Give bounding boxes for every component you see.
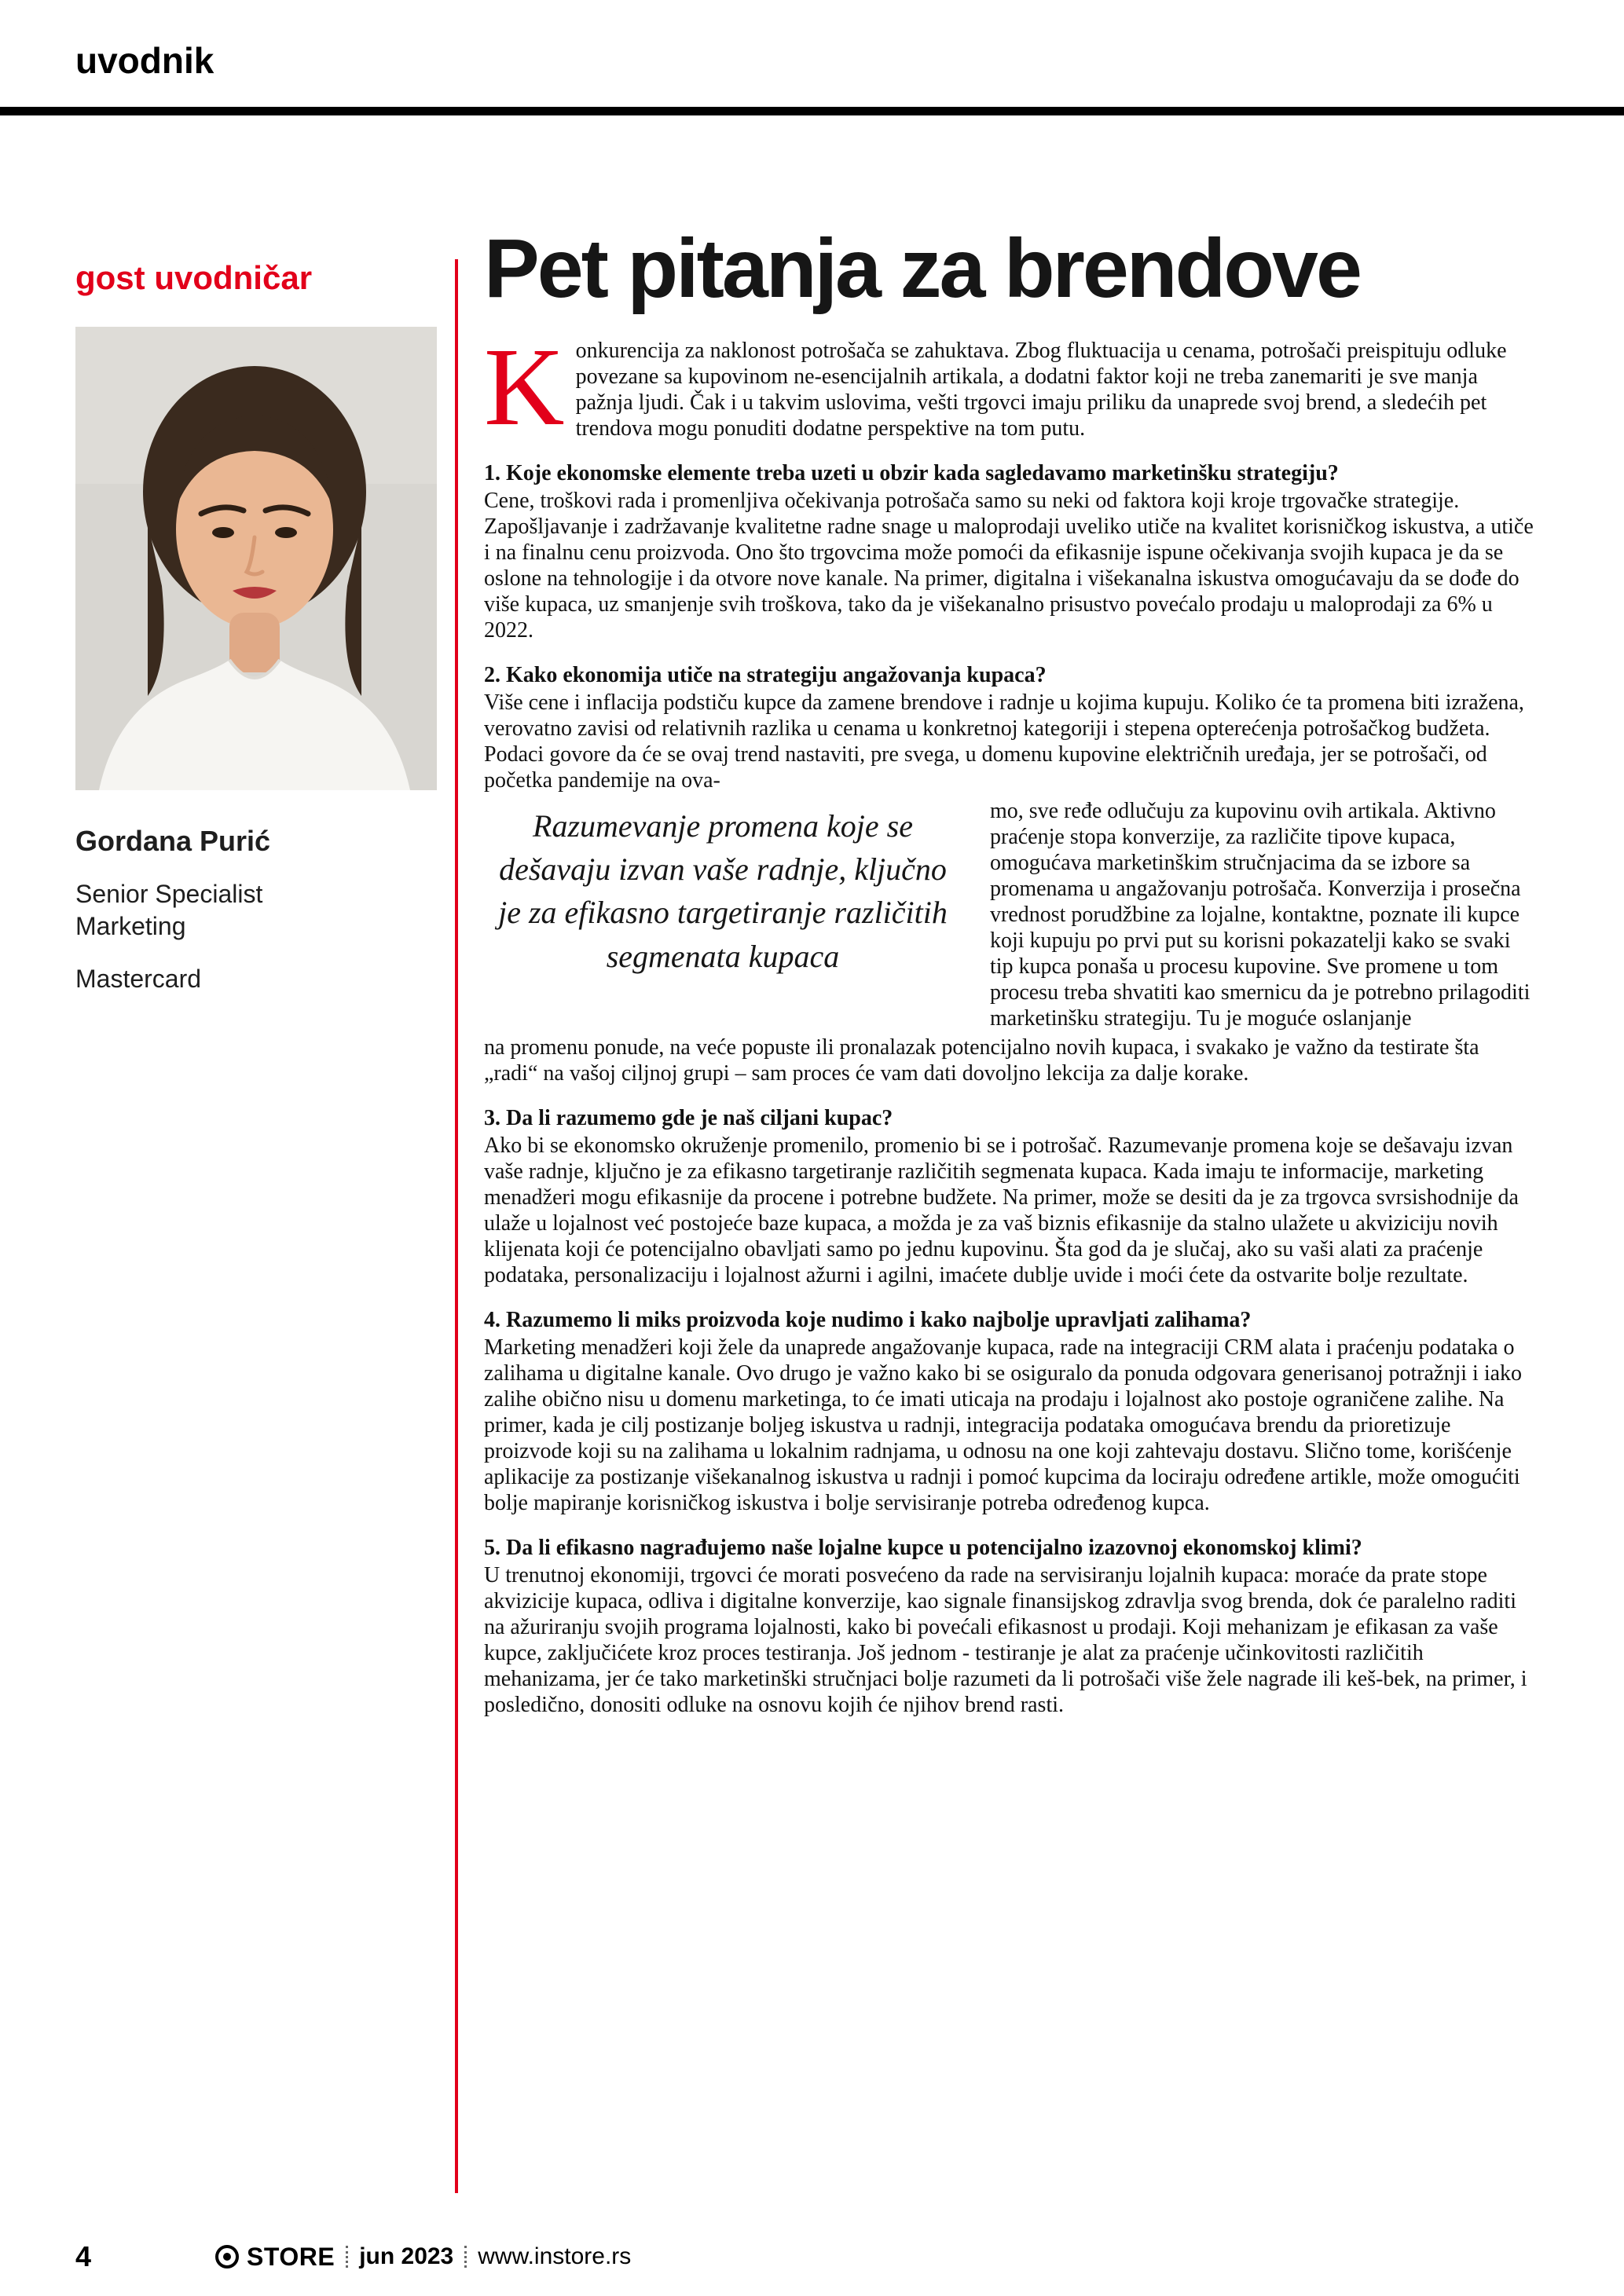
author-photo xyxy=(75,327,437,790)
article-section-1 xyxy=(484,460,1537,643)
article-section-2 xyxy=(484,662,1537,1086)
section-2-body-after: na promenu ponude, na veće popuste ili pronalazak potencijalno novih kupaca, i svakako je važno da testirate šta „radi“ na vašoj ciljnoj grupi – sam proces će vam dati dovoljno lekcija za dalje korake. xyxy=(484,1035,1479,1086)
author-sidebar xyxy=(75,259,445,994)
article xyxy=(484,222,1537,1718)
website-url: www.instore.rs xyxy=(478,2243,632,2269)
section-2-heading: 2. Kako ekonomija utiče na strategiju angažovanja kupaca? xyxy=(484,663,1047,688)
magazine-brand: STORE xyxy=(247,2242,335,2271)
section-5-heading: 5. Da li efikasno nagrađujemo naše lojalne kupce u potencijalno izazovnoj ekonomskoj klimi? xyxy=(484,1536,1362,1561)
section-4-body: Marketing menadžeri koji žele da unaprede angažovanje kupaca, rade na integraciji CRM alata i praćenju podataka o zalihama u digitalne kanale. Ovo drugo je važno kako bi se osiguralo da ponuda odgovara generisanoj potražnji i iako zalihe obično nisu u domenu marketinga, to će imati uticaja na prodaju i lojalnost ako postoje ograničene zalihe. Na primer, kada je cilj postizanje boljeg iskustva u radnji, integracija podataka omogućava brendu da prioretizuje proizvode koji su na zalihama u lokalnim radnjama, u odnosu na one koji zahtevaju dostavu. Slično tome, korišćenje aplikacije za postizanje višekanalnog iskustva u radnji i pomoć kupcima da lociraju određene artikle, može omogućiti bolje mapiranje korisničkog iskustva i bolje servisiranje potreba određenog kupca. xyxy=(484,1335,1523,1516)
page-footer xyxy=(75,2240,1537,2273)
article-section-3 xyxy=(484,1105,1537,1288)
author-company: Mastercard xyxy=(75,964,202,993)
footer-separator xyxy=(346,2246,348,2268)
article-section-4 xyxy=(484,1307,1537,1516)
logo-dot xyxy=(223,2253,231,2261)
page-number: 4 xyxy=(75,2240,92,2272)
author-role xyxy=(75,878,445,943)
quote-row xyxy=(484,798,1537,1031)
pull-quote: Razumevanje promena koje se dešavaju izvan vaše radnje, ključno je za efikasno targetiranje različitih segmenata kupaca xyxy=(498,808,948,974)
section-4-heading: 4. Razumemo li miks proizvoda koje nudimo i kako najbolje upravljati zalihama? xyxy=(484,1308,1252,1333)
article-intro xyxy=(484,324,1537,449)
footer-separator xyxy=(464,2246,467,2268)
article-section-5 xyxy=(484,1535,1537,1718)
article-title: Pet pitanja za brendove xyxy=(484,222,1360,315)
section-3-heading: 3. Da li razumemo gde je naš ciljani kupac? xyxy=(484,1106,893,1131)
section-1-body: Cene, troškovi rada i promenljiva očekivanja potrošača samo su neki od faktora koji kroje trgovačke strategije. Zapošljavanje i zadržavanje kvalitetne radne snage u maloprodaji uveliko utiče na kvalitet korisničkog iskustva, a utiče i na finalnu cenu proizvoda. Ono što trgovcima može pomoći da efikasnije ispune očekivanja svojih kupaca je da se oslone na tehnologije i da otvore nove kanale. Na primer, digitalna i višekanalna iskustva omogućavaju da se dođe do više kupaca, uz smanjenje svih troškova, tako da je višekanalno prisustvo povećalo prodaju u maloprodaji za 6% u 2022. xyxy=(484,489,1534,643)
section-kicker: uvodnik xyxy=(75,40,214,81)
section-5-body: U trenutnoj ekonomiji, trgovci će morati posvećeno da rade na servisiranju lojalnih kupaca: moraće da prate stope akvizicije kupaca, odliva i digitalne konverzije, kao signale finansijskog zdravlja svog brenda, dok će paralelno raditi na ažuriranju svojih programa lojalnosti, kako bi povećali efikasnost u prodaji. Koji mehanizam je efikasan za vaše kupce, zaključićete kroz proces testiranja. Još jednom - testiranje je alat za praćenje učinkovitosti različitih mehanizama, jer će tako marketinški stručnjaci bolje razumeti da li potrošači više žele nagrade ili keš-bek, na primer, i posledično, donositi odluke na osnovu kojih će njihov brend rasti. xyxy=(484,1563,1527,1718)
guest-editor-label: gost uvodničar xyxy=(75,259,313,296)
issue-date: jun 2023 xyxy=(359,2243,454,2269)
drop-cap: K xyxy=(484,324,565,449)
section-2-body-beside: mo, sve ređe odlučuju za kupovinu ovih artikala. Aktivno praćenje stopa konverzije, za različite tipove kupaca, omogućava marketinškim stručnjacima da se izbore sa promenama u angažovanju potrošača. Konverzija i prosečna vrednost porudžbine za lojalne, kontaktne, poznate ili kupce koji kupuju po prvi put su korisni pokazatelji kako se svaki tip kupca ponaša u procesu kupovine. Sve promene u tom procesu treba shvatiti kao smernicu da je potrebno prilagoditi marketinšku strategiju. Tu je moguće oslanjanje xyxy=(990,799,1531,1031)
author-role-line2: Marketing xyxy=(75,911,186,940)
section-2-body-before: Više cene i inflacija podstiču kupce da zamene brendove i radnje u kojima kupuju. Koliko će ta promena biti izražena, verovatno zavisi od relativnih razlika u cenama u konkretnoj kategoriji i stepena opterećenja potrošačkog budžeta. Podaci govore da će se ovaj trend nastaviti, pre svega, u domenu kupovine električnih uređaja, jer se potrošači, od početka pandemije na ova- xyxy=(484,690,1524,793)
author-name: Gordana Purić xyxy=(75,825,271,857)
section-1-heading: 1. Koje ekonomske elemente treba uzeti u obzir kada sagledavamo marketinšku strategiju? xyxy=(484,461,1339,486)
instore-logo-icon xyxy=(215,2245,239,2269)
intro-text: onkurencija za naklonost potrošača se zahuktava. Zbog fluktuacija u cenama, potrošači preispituju odluke povezane sa kupovinom ne-esencijalnih artikala, a dodatni faktor koji ne treba zanemariti je sve manja pažnja ljudi. Čak i u takvim uslovima, vešti trgovci imaju priliku da unaprede svoj brend, a sledećih pet trendova mogu ponuditi dodatne perspektive na tom putu. xyxy=(575,339,1507,441)
top-rule xyxy=(0,107,1624,115)
column-divider xyxy=(455,259,458,2193)
author-role-line1: Senior Specialist xyxy=(75,880,263,908)
section-3-body: Ako bi se ekonomsko okruženje promenilo, promenio bi se i potrošač. Razumevanje promena koje se dešavaju izvan vaše radnje, ključno je za efikasno targetiranje različitih segmenata kupaca. Kada imaju te informacije, marketing menadžeri mogu efikasnije da procene i potrebne budžete. Na primer, može se desiti da je za trgovca svrsishodnije da ulaže u lojalnost već postojeće baze kupaca, a možda je za vaš biznis efikasnije da stalno ulažete u akviziciju novih klijenata koji će potencijalno obavljati samo po jednu kupovinu. Šta god da je slučaj, ako su vaši alati za praćenje podataka, personalizaciju i lojalnost ažurni i agilni, imaćete dublje uvide i moći ćete da ostvarite bolje rezultate. xyxy=(484,1133,1519,1288)
